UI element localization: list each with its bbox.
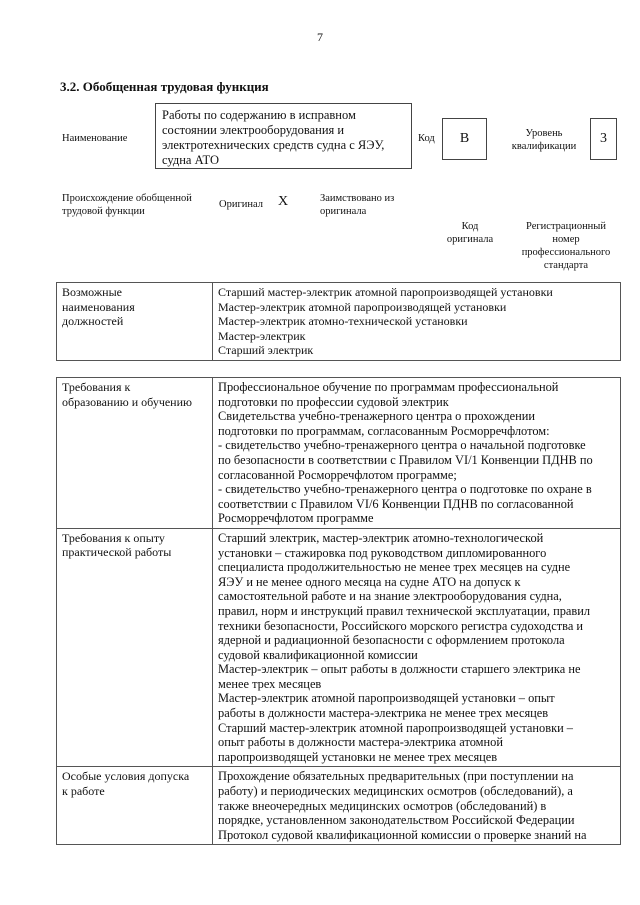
education-requirements-label: Требования к образованию и обучению — [57, 378, 213, 529]
job-title-item: Мастер-электрик атомно-технической установки — [218, 314, 468, 328]
experience-requirements-text: Старший электрик, мастер-электрик атомно-технологической установки – стажировка под руководством дипломированного специалиста продолжительностью не менее трех месяцев на судне ЯЭУ и не менее одного месяца на судне АТО на допуск к самостоятельной работе и на знание электрооборудования судна, правил, норм и инструкций правил технической эксплуатации, правил техники безопасности, Российского морского регистра судоходства и ядерной и радиационной безопасности с оформлением протокола судовой квалификационной комиссии Мастер-электрик – опыт работы в должности старшего электрика не менее трех месяцев Мастер-электрик атомной паропроизводящей установки – опыт работы в должности мастера-электрика не менее трех месяцев Старший мастер-электрик атомной паропроизводящей установки – опыт работы в должности мастера-электрика атомной паропроизводящей установки не менее трех месяцев — [213, 528, 621, 767]
name-line: состоянии электрооборудования и — [162, 123, 345, 137]
experience-requirements-label: Требования к опыту практической работы — [57, 528, 213, 767]
job-title-item: Мастер-электрик атомной паропроизводящей установки — [218, 299, 507, 314]
job-title-item: Мастер-электрик — [218, 328, 306, 343]
job-titles-label: Возможные наименования должностей — [57, 283, 213, 361]
job-title-item: Старший мастер-электрик атомной паропроизводящей установки — [218, 285, 553, 299]
registration-number-label: Регистрационный номер профессионального стандарта — [521, 221, 611, 271]
page-number: 7 — [317, 30, 323, 44]
name-label: Наименование — [62, 133, 128, 144]
borrowed-label: Заимствовано из оригинала — [320, 193, 395, 217]
table-row — [57, 528, 621, 767]
section-title: 3.2. Обобщенная трудовая функция — [60, 79, 269, 94]
table-row — [57, 378, 621, 529]
requirements-table — [56, 377, 621, 845]
original-label: Оригинал — [219, 199, 263, 210]
name-line: электротехнических средств судна с ЯЭУ, — [162, 138, 385, 152]
job-title-item: Старший электрик — [218, 343, 314, 357]
code-value: B — [442, 118, 487, 160]
qualification-level-value: 3 — [590, 118, 617, 160]
origin-label: Происхождение обобщенной трудовой функции — [62, 193, 192, 217]
code-label: Код — [418, 133, 435, 144]
original-mark: X — [278, 194, 289, 209]
job-titles-table — [56, 282, 621, 361]
special-conditions-text: Прохождение обязательных предварительных (при поступлении на работу) и периодических медицинских осмотров (обследований), а также внеочередных медицинских осмотров (обследований) в порядке, установленном законодательством Российской Федерации Протокол судовой квалификационной комиссии о проверке знаний на — [213, 767, 621, 845]
table-row — [57, 767, 621, 845]
code-original-label: Код оригинала — [446, 221, 494, 245]
job-titles-list — [213, 283, 621, 361]
name-box — [155, 103, 412, 169]
name-line: судна АТО — [162, 153, 219, 167]
special-conditions-label: Особые условия допуска к работе — [57, 767, 213, 845]
qualification-level-label: Уровень квалификации — [511, 128, 577, 152]
education-requirements-text: Профессиональное обучение по программам профессиональной подготовки по профессии судовой электрик Свидетельства учебно-тренажерного центра о прохождении подготовки по программам, согласованным Росморречфлотом: - свидетельство учебно-тренажерного центра о начальной подготовке по безопасности в соответствии с Правилом VI/1 Конвенции ПДНВ по согласованной Росморречфлотом программе; - свидетельство учебно-тренажерного центра о подготовке по охране в соответствии с Правилом VI/6 Конвенции ПДНВ по согласованной Росморречфлотом программе — [213, 378, 621, 529]
name-line: Работы по содержанию в исправном — [162, 108, 356, 122]
